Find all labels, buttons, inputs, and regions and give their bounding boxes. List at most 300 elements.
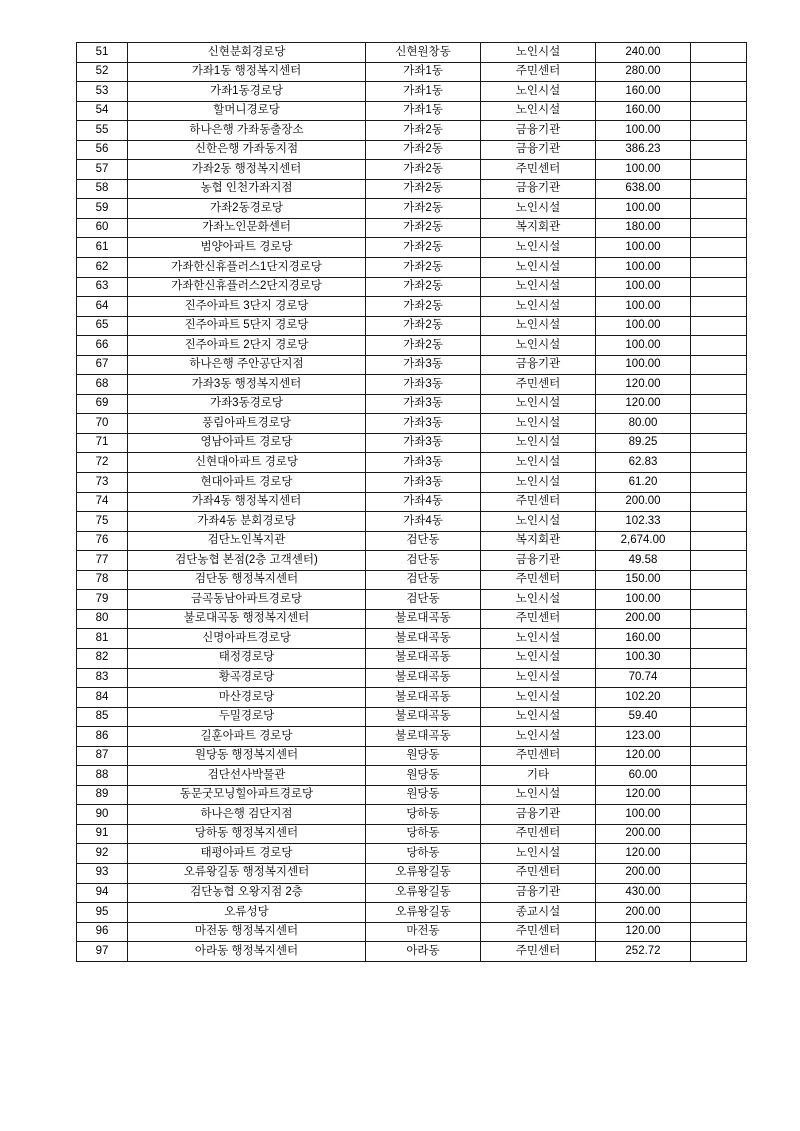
cell-name: 하나은행 검단지점: [128, 805, 366, 825]
cell-name: 가좌4동 행정복지센터: [128, 492, 366, 512]
cell-no: 55: [77, 121, 128, 141]
cell-no: 67: [77, 355, 128, 375]
cell-name: 길훈아파트 경로당: [128, 727, 366, 747]
cell-no: 92: [77, 844, 128, 864]
cell-note: [691, 277, 747, 297]
cell-dong: 원당동: [366, 746, 481, 766]
table-row: [77, 473, 747, 493]
cell-type: 노인시설: [481, 43, 596, 63]
cell-dong: 신현원창동: [366, 43, 481, 63]
cell-name: 검단동 행정복지센터: [128, 570, 366, 590]
cell-name: 가좌한신휴플러스1단지경로당: [128, 258, 366, 278]
cell-area: 120.00: [596, 844, 691, 864]
table-row: [77, 570, 747, 590]
cell-type: 주민센터: [481, 863, 596, 883]
cell-dong: 원당동: [366, 766, 481, 786]
cell-dong: 가좌1동: [366, 101, 481, 121]
cell-area: 100.00: [596, 297, 691, 317]
cell-type: 노인시설: [481, 727, 596, 747]
cell-no: 66: [77, 336, 128, 356]
table-row: [77, 179, 747, 199]
cell-name: 영남아파트 경로당: [128, 433, 366, 453]
cell-name: 가좌3동경로당: [128, 394, 366, 414]
cell-type: 노인시설: [481, 336, 596, 356]
cell-note: [691, 863, 747, 883]
table-row: [77, 707, 747, 727]
cell-type: 주민센터: [481, 160, 596, 180]
cell-dong: 불로대곡동: [366, 668, 481, 688]
table-row: [77, 863, 747, 883]
table-row: [77, 512, 747, 532]
cell-dong: 가좌2동: [366, 238, 481, 258]
cell-name: 검단농협 본점(2층 고객센터): [128, 551, 366, 571]
cell-name: 신현대아파트 경로당: [128, 453, 366, 473]
cell-no: 77: [77, 551, 128, 571]
cell-dong: 불로대곡동: [366, 688, 481, 708]
cell-no: 51: [77, 43, 128, 63]
cell-no: 85: [77, 707, 128, 727]
cell-dong: 가좌2동: [366, 160, 481, 180]
cell-note: [691, 121, 747, 141]
cell-dong: 가좌4동: [366, 492, 481, 512]
table-row: [77, 922, 747, 942]
cell-name: 가좌2동경로당: [128, 199, 366, 219]
cell-area: 2,674.00: [596, 531, 691, 551]
cell-dong: 당하동: [366, 824, 481, 844]
table-row: [77, 258, 747, 278]
cell-dong: 불로대곡동: [366, 727, 481, 747]
cell-type: 노인시설: [481, 629, 596, 649]
cell-no: 68: [77, 375, 128, 395]
cell-type: 주민센터: [481, 492, 596, 512]
cell-name: 가좌1동 행정복지센터: [128, 62, 366, 82]
cell-note: [691, 746, 747, 766]
cell-name: 오류성당: [128, 903, 366, 923]
cell-area: 200.00: [596, 824, 691, 844]
cell-type: 주민센터: [481, 62, 596, 82]
cell-dong: 아라동: [366, 942, 481, 962]
cell-no: 82: [77, 648, 128, 668]
cell-area: 100.00: [596, 199, 691, 219]
cell-dong: 당하동: [366, 805, 481, 825]
cell-name: 원당동 행정복지센터: [128, 746, 366, 766]
cell-name: 진주아파트 2단지 경로당: [128, 336, 366, 356]
cell-type: 노인시설: [481, 590, 596, 610]
cell-note: [691, 512, 747, 532]
table-row: [77, 218, 747, 238]
table-row: [77, 43, 747, 63]
cell-name: 태정경로당: [128, 648, 366, 668]
cell-dong: 오류왕길동: [366, 883, 481, 903]
cell-name: 하나은행 주안공단지점: [128, 355, 366, 375]
cell-note: [691, 43, 747, 63]
cell-note: [691, 766, 747, 786]
table-row: [77, 375, 747, 395]
cell-name: 풍림아파트경로당: [128, 414, 366, 434]
table-row: [77, 805, 747, 825]
cell-type: 노인시설: [481, 414, 596, 434]
cell-note: [691, 473, 747, 493]
cell-area: 638.00: [596, 179, 691, 199]
cell-area: 160.00: [596, 101, 691, 121]
cell-note: [691, 590, 747, 610]
cell-no: 59: [77, 199, 128, 219]
cell-dong: 오류왕길동: [366, 863, 481, 883]
cell-note: [691, 218, 747, 238]
cell-note: [691, 727, 747, 747]
cell-area: 100.00: [596, 160, 691, 180]
cell-dong: 가좌3동: [366, 473, 481, 493]
cell-type: 금융기관: [481, 355, 596, 375]
cell-no: 94: [77, 883, 128, 903]
cell-note: [691, 297, 747, 317]
cell-dong: 가좌3동: [366, 355, 481, 375]
cell-note: [691, 394, 747, 414]
cell-note: [691, 609, 747, 629]
cell-area: 80.00: [596, 414, 691, 434]
cell-type: 종교시설: [481, 903, 596, 923]
cell-note: [691, 160, 747, 180]
cell-type: 노인시설: [481, 785, 596, 805]
cell-name: 현대아파트 경로당: [128, 473, 366, 493]
cell-note: [691, 199, 747, 219]
cell-area: 280.00: [596, 62, 691, 82]
cell-name: 할머니경로당: [128, 101, 366, 121]
cell-name: 불로대곡동 행정복지센터: [128, 609, 366, 629]
cell-type: 금융기관: [481, 883, 596, 903]
cell-type: 주민센터: [481, 609, 596, 629]
cell-dong: 오류왕길동: [366, 903, 481, 923]
cell-no: 54: [77, 101, 128, 121]
table-row: [77, 82, 747, 102]
cell-type: 금융기관: [481, 121, 596, 141]
cell-area: 120.00: [596, 746, 691, 766]
cell-area: 100.00: [596, 277, 691, 297]
cell-no: 74: [77, 492, 128, 512]
cell-area: 100.00: [596, 258, 691, 278]
cell-note: [691, 414, 747, 434]
cell-name: 신현분회경로당: [128, 43, 366, 63]
cell-no: 65: [77, 316, 128, 336]
cell-no: 84: [77, 688, 128, 708]
cell-note: [691, 942, 747, 962]
cell-no: 60: [77, 218, 128, 238]
cell-area: 100.00: [596, 121, 691, 141]
cell-dong: 당하동: [366, 844, 481, 864]
cell-no: 90: [77, 805, 128, 825]
table-row: [77, 629, 747, 649]
cell-name: 하나은행 가좌동출장소: [128, 121, 366, 141]
cell-area: 49.58: [596, 551, 691, 571]
cell-note: [691, 140, 747, 160]
cell-name: 가좌2동 행정복지센터: [128, 160, 366, 180]
table-row: [77, 277, 747, 297]
cell-type: 주민센터: [481, 824, 596, 844]
cell-type: 노인시설: [481, 668, 596, 688]
table-row: [77, 824, 747, 844]
cell-name: 두밀경로당: [128, 707, 366, 727]
table-row: [77, 199, 747, 219]
table-row: [77, 121, 747, 141]
cell-area: 386.23: [596, 140, 691, 160]
cell-area: 160.00: [596, 82, 691, 102]
cell-dong: 검단동: [366, 551, 481, 571]
cell-note: [691, 336, 747, 356]
table-row: [77, 336, 747, 356]
cell-name: 신명아파트경로당: [128, 629, 366, 649]
cell-area: 252.72: [596, 942, 691, 962]
cell-note: [691, 492, 747, 512]
cell-dong: 가좌2동: [366, 277, 481, 297]
cell-dong: 가좌3동: [366, 453, 481, 473]
table-row: [77, 453, 747, 473]
cell-no: 78: [77, 570, 128, 590]
table-row: [77, 355, 747, 375]
cell-note: [691, 453, 747, 473]
cell-dong: 가좌2동: [366, 258, 481, 278]
cell-no: 76: [77, 531, 128, 551]
cell-type: 노인시설: [481, 844, 596, 864]
table-row: [77, 297, 747, 317]
cell-type: 주민센터: [481, 375, 596, 395]
cell-dong: 불로대곡동: [366, 707, 481, 727]
cell-name: 진주아파트 3단지 경로당: [128, 297, 366, 317]
cell-name: 마산경로당: [128, 688, 366, 708]
table-row: [77, 903, 747, 923]
cell-no: 93: [77, 863, 128, 883]
cell-name: 가좌3동 행정복지센터: [128, 375, 366, 395]
cell-no: 83: [77, 668, 128, 688]
cell-area: 150.00: [596, 570, 691, 590]
cell-no: 96: [77, 922, 128, 942]
cell-area: 120.00: [596, 394, 691, 414]
cell-note: [691, 883, 747, 903]
cell-area: 100.00: [596, 590, 691, 610]
table-row: [77, 394, 747, 414]
table-row: [77, 746, 747, 766]
cell-no: 75: [77, 512, 128, 532]
cell-dong: 가좌2동: [366, 179, 481, 199]
cell-type: 금융기관: [481, 805, 596, 825]
cell-note: [691, 238, 747, 258]
table-row: [77, 844, 747, 864]
cell-no: 81: [77, 629, 128, 649]
cell-dong: 검단동: [366, 531, 481, 551]
cell-area: 200.00: [596, 609, 691, 629]
cell-no: 87: [77, 746, 128, 766]
cell-area: 123.00: [596, 727, 691, 747]
cell-type: 노인시설: [481, 101, 596, 121]
cell-dong: 가좌2동: [366, 140, 481, 160]
cell-name: 동문굿모닝힐아파트경로당: [128, 785, 366, 805]
cell-area: 120.00: [596, 922, 691, 942]
cell-name: 당하동 행정복지센터: [128, 824, 366, 844]
table-row: [77, 727, 747, 747]
cell-name: 태평아파트 경로당: [128, 844, 366, 864]
cell-type: 노인시설: [481, 512, 596, 532]
cell-type: 노인시설: [481, 433, 596, 453]
cell-type: 노인시설: [481, 707, 596, 727]
cell-area: 120.00: [596, 785, 691, 805]
cell-name: 신한은행 가좌동지점: [128, 140, 366, 160]
cell-name: 오류왕길동 행정복지센터: [128, 863, 366, 883]
cell-area: 200.00: [596, 863, 691, 883]
cell-name: 가좌4동 분회경로당: [128, 512, 366, 532]
table-body: [77, 43, 747, 962]
cell-dong: 가좌3동: [366, 394, 481, 414]
cell-dong: 불로대곡동: [366, 629, 481, 649]
cell-type: 주민센터: [481, 746, 596, 766]
cell-area: 100.00: [596, 238, 691, 258]
cell-type: 노인시설: [481, 277, 596, 297]
cell-dong: 가좌2동: [366, 121, 481, 141]
cell-dong: 가좌2동: [366, 297, 481, 317]
cell-area: 100.00: [596, 805, 691, 825]
cell-type: 노인시설: [481, 688, 596, 708]
cell-no: 53: [77, 82, 128, 102]
cell-area: 100.00: [596, 316, 691, 336]
cell-no: 89: [77, 785, 128, 805]
cell-area: 120.00: [596, 375, 691, 395]
cell-type: 노인시설: [481, 297, 596, 317]
cell-note: [691, 707, 747, 727]
cell-type: 복지회관: [481, 531, 596, 551]
cell-dong: 가좌2동: [366, 336, 481, 356]
cell-no: 80: [77, 609, 128, 629]
cell-note: [691, 375, 747, 395]
cell-no: 62: [77, 258, 128, 278]
cell-dong: 가좌3동: [366, 375, 481, 395]
cell-dong: 가좌3동: [366, 433, 481, 453]
cell-type: 주민센터: [481, 922, 596, 942]
table-row: [77, 668, 747, 688]
cell-area: 160.00: [596, 629, 691, 649]
cell-note: [691, 101, 747, 121]
cell-type: 노인시설: [481, 258, 596, 278]
facility-list-table: [76, 42, 747, 962]
cell-name: 금곡동남아파트경로당: [128, 590, 366, 610]
cell-dong: 마전동: [366, 922, 481, 942]
cell-dong: 가좌1동: [366, 62, 481, 82]
cell-dong: 가좌3동: [366, 414, 481, 434]
cell-area: 59.40: [596, 707, 691, 727]
cell-area: 62.83: [596, 453, 691, 473]
table-row: [77, 492, 747, 512]
cell-area: 180.00: [596, 218, 691, 238]
cell-area: 200.00: [596, 903, 691, 923]
table-row: [77, 942, 747, 962]
cell-note: [691, 903, 747, 923]
cell-note: [691, 355, 747, 375]
cell-type: 복지회관: [481, 218, 596, 238]
cell-dong: 가좌2동: [366, 218, 481, 238]
cell-note: [691, 531, 747, 551]
cell-dong: 가좌2동: [366, 199, 481, 219]
table-row: [77, 766, 747, 786]
cell-name: 범양아파트 경로당: [128, 238, 366, 258]
cell-note: [691, 844, 747, 864]
table-row: [77, 590, 747, 610]
cell-type: 금융기관: [481, 140, 596, 160]
cell-note: [691, 551, 747, 571]
table-row: [77, 785, 747, 805]
cell-no: 70: [77, 414, 128, 434]
cell-note: [691, 648, 747, 668]
cell-no: 71: [77, 433, 128, 453]
cell-note: [691, 805, 747, 825]
table-row: [77, 140, 747, 160]
cell-area: 89.25: [596, 433, 691, 453]
cell-area: 100.00: [596, 355, 691, 375]
table-row: [77, 101, 747, 121]
cell-type: 노인시설: [481, 473, 596, 493]
cell-type: 노인시설: [481, 453, 596, 473]
cell-area: 430.00: [596, 883, 691, 903]
cell-dong: 가좌2동: [366, 316, 481, 336]
table-row: [77, 609, 747, 629]
cell-no: 56: [77, 140, 128, 160]
cell-name: 검단선사박물관: [128, 766, 366, 786]
table-row: [77, 883, 747, 903]
cell-no: 97: [77, 942, 128, 962]
cell-type: 노인시설: [481, 82, 596, 102]
cell-note: [691, 82, 747, 102]
cell-no: 73: [77, 473, 128, 493]
cell-name: 가좌한신휴플러스2단지경로당: [128, 277, 366, 297]
cell-type: 노인시설: [481, 316, 596, 336]
cell-area: 60.00: [596, 766, 691, 786]
cell-note: [691, 258, 747, 278]
cell-name: 검단노인복지관: [128, 531, 366, 551]
cell-note: [691, 433, 747, 453]
cell-type: 주민센터: [481, 942, 596, 962]
cell-type: 금융기관: [481, 179, 596, 199]
cell-note: [691, 688, 747, 708]
cell-type: 기타: [481, 766, 596, 786]
cell-note: [691, 570, 747, 590]
cell-name: 마전동 행정복지센터: [128, 922, 366, 942]
table-row: [77, 551, 747, 571]
table-row: [77, 160, 747, 180]
cell-no: 61: [77, 238, 128, 258]
cell-area: 240.00: [596, 43, 691, 63]
table-row: [77, 238, 747, 258]
cell-area: 102.20: [596, 688, 691, 708]
cell-note: [691, 668, 747, 688]
table-row: [77, 316, 747, 336]
cell-dong: 검단동: [366, 590, 481, 610]
table-row: [77, 531, 747, 551]
table-row: [77, 688, 747, 708]
cell-dong: 가좌4동: [366, 512, 481, 532]
cell-no: 69: [77, 394, 128, 414]
cell-no: 58: [77, 179, 128, 199]
cell-no: 95: [77, 903, 128, 923]
cell-name: 아라동 행정복지센터: [128, 942, 366, 962]
cell-name: 검단농협 오왕지점 2층: [128, 883, 366, 903]
cell-note: [691, 629, 747, 649]
cell-area: 200.00: [596, 492, 691, 512]
cell-dong: 검단동: [366, 570, 481, 590]
cell-name: 황곡경로당: [128, 668, 366, 688]
table-row: [77, 62, 747, 82]
cell-type: 노인시설: [481, 238, 596, 258]
table-row: [77, 433, 747, 453]
cell-note: [691, 824, 747, 844]
cell-type: 노인시설: [481, 394, 596, 414]
cell-name: 가좌노인문화센터: [128, 218, 366, 238]
cell-dong: 불로대곡동: [366, 609, 481, 629]
